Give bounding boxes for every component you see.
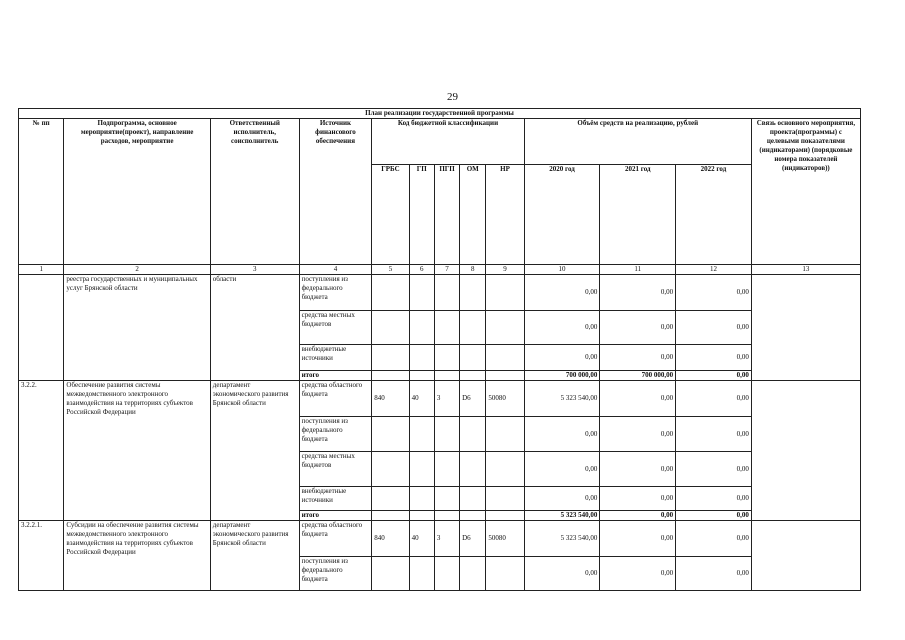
- value-2020: 0,00: [524, 345, 600, 371]
- header-2020: 2020 год: [524, 165, 600, 265]
- header-grbs: ГРБС: [372, 165, 409, 265]
- source-cell: итого: [299, 371, 372, 381]
- col-number: 11: [600, 265, 676, 275]
- source-cell: итого: [299, 511, 372, 521]
- value-2021: 0,00: [600, 311, 676, 345]
- source-cell: поступления из федерального бюджета: [299, 557, 372, 591]
- table-row: [19, 521, 861, 557]
- col-number: 10: [524, 265, 600, 275]
- col-number: 8: [460, 265, 486, 275]
- table-row: [19, 381, 861, 417]
- header-om: ОМ: [460, 165, 486, 265]
- source-cell: средства областного бюджета: [299, 381, 372, 417]
- source-cell: средства местных бюджетов: [299, 452, 372, 487]
- header-indicator-link: Связь основного мероприятия, проекта(программы) с целевыми показателями (индикаторами) (порядковые номера показателей (индикаторов)): [751, 119, 860, 265]
- value-2021: 0,00: [600, 417, 676, 452]
- col-number: 4: [299, 265, 372, 275]
- source-cell: поступления из федерального бюджета: [299, 417, 372, 452]
- col-number: 12: [676, 265, 752, 275]
- pgp-cell: 3: [434, 521, 459, 557]
- col-number: 1: [19, 265, 64, 275]
- value-2020: 0,00: [524, 275, 600, 311]
- indicator-link-cell: [751, 381, 860, 521]
- item-responsible: департамент экономического развития Брянской области: [210, 381, 299, 521]
- value-2022: 0,00: [676, 487, 752, 511]
- grbs-cell: 840: [372, 521, 409, 557]
- total-2021: 0,00: [600, 511, 676, 521]
- table-title: План реализации государственной программы: [19, 109, 861, 119]
- gp-cell: 40: [409, 521, 434, 557]
- page-number: 29: [447, 91, 458, 103]
- total-2021: 700 000,00: [600, 371, 676, 381]
- item-responsible: области: [210, 275, 299, 381]
- table-title-row: [19, 109, 861, 119]
- value-2022: 0,00: [676, 417, 752, 452]
- value-2022: 0,00: [676, 381, 752, 417]
- value-2021: 0,00: [600, 521, 676, 557]
- col-number: 9: [486, 265, 524, 275]
- value-2020: 5 323 540,00: [524, 521, 600, 557]
- om-cell: D6: [460, 521, 486, 557]
- value-2022: 0,00: [676, 311, 752, 345]
- item-number: 3.2.2.: [19, 381, 64, 521]
- np-cell: 50080: [486, 521, 524, 557]
- value-2021: 0,00: [600, 275, 676, 311]
- source-cell: поступления из федерального бюджета: [299, 275, 372, 311]
- value-2022: 0,00: [676, 521, 752, 557]
- indicator-link-cell: [751, 521, 860, 591]
- value-2022: 0,00: [676, 557, 752, 591]
- program-plan-table: [18, 108, 861, 591]
- indicator-link-cell: [751, 275, 860, 381]
- om-cell: D6: [460, 381, 486, 417]
- header-np: НР: [486, 165, 524, 265]
- value-2020: 0,00: [524, 417, 600, 452]
- header-2022: 2022 год: [676, 165, 752, 265]
- total-2022: 0,00: [676, 511, 752, 521]
- col-number: 6: [409, 265, 434, 275]
- source-cell: средства местных бюджетов: [299, 311, 372, 345]
- total-2020: 5 323 540,00: [524, 511, 600, 521]
- pgp-cell: 3: [434, 381, 459, 417]
- header-num: № пп: [19, 119, 64, 265]
- value-2021: 0,00: [600, 381, 676, 417]
- item-name: Субсидии на обеспечение развития системы межведомственного электронного взаимодействия на территориях субъектов Российской Федерации: [64, 521, 210, 591]
- column-number-row: [19, 265, 861, 275]
- header-budget-code: Код бюджетной классификации: [372, 119, 524, 165]
- gp-cell: 40: [409, 381, 434, 417]
- value-2020: 0,00: [524, 311, 600, 345]
- col-number: 3: [210, 265, 299, 275]
- source-cell: внебюджетные источники: [299, 345, 372, 371]
- item-number: 3.2.2.1.: [19, 521, 64, 591]
- header-pgp: ПГП: [434, 165, 459, 265]
- col-number: 2: [64, 265, 210, 275]
- value-2022: 0,00: [676, 275, 752, 311]
- value-2021: 0,00: [600, 557, 676, 591]
- item-responsible: департамент экономического развития Брянской области: [210, 521, 299, 591]
- table-row: [19, 275, 861, 311]
- header-source: Источник финансового обеспечения: [299, 119, 372, 265]
- header-responsible: Ответственный исполнитель, соисполнитель: [210, 119, 299, 265]
- value-2021: 0,00: [600, 345, 676, 371]
- source-cell: средства областного бюджета: [299, 521, 372, 557]
- item-name: Обеспечение развития системы межведомственного электронного взаимодействия на территориях субъектов Российской Федерации: [64, 381, 210, 521]
- value-2022: 0,00: [676, 345, 752, 371]
- header-funds: Объём средств на реализацию, рублей: [524, 119, 751, 165]
- col-number: 5: [372, 265, 409, 275]
- col-number: 7: [434, 265, 459, 275]
- value-2020: 0,00: [524, 557, 600, 591]
- header-gp: ГП: [409, 165, 434, 265]
- value-2020: 0,00: [524, 487, 600, 511]
- header-2021: 2021 год: [600, 165, 676, 265]
- value-2022: 0,00: [676, 452, 752, 487]
- value-2021: 0,00: [600, 452, 676, 487]
- header-name: Подпрограмма, основное мероприятие(проект), направление расходов, мероприятие: [64, 119, 210, 265]
- value-2021: 0,00: [600, 487, 676, 511]
- np-cell: 50080: [486, 381, 524, 417]
- total-2020: 700 000,00: [524, 371, 600, 381]
- item-name: реестра государственных и муниципальных услуг Брянской области: [64, 275, 210, 381]
- header-row-1: [19, 119, 861, 165]
- grbs-cell: 840: [372, 381, 409, 417]
- value-2020: 0,00: [524, 452, 600, 487]
- source-cell: внебюджетные источники: [299, 487, 372, 511]
- value-2020: 5 323 540,00: [524, 381, 600, 417]
- item-number: [19, 275, 64, 381]
- col-number: 13: [751, 265, 860, 275]
- total-2022: 0,00: [676, 371, 752, 381]
